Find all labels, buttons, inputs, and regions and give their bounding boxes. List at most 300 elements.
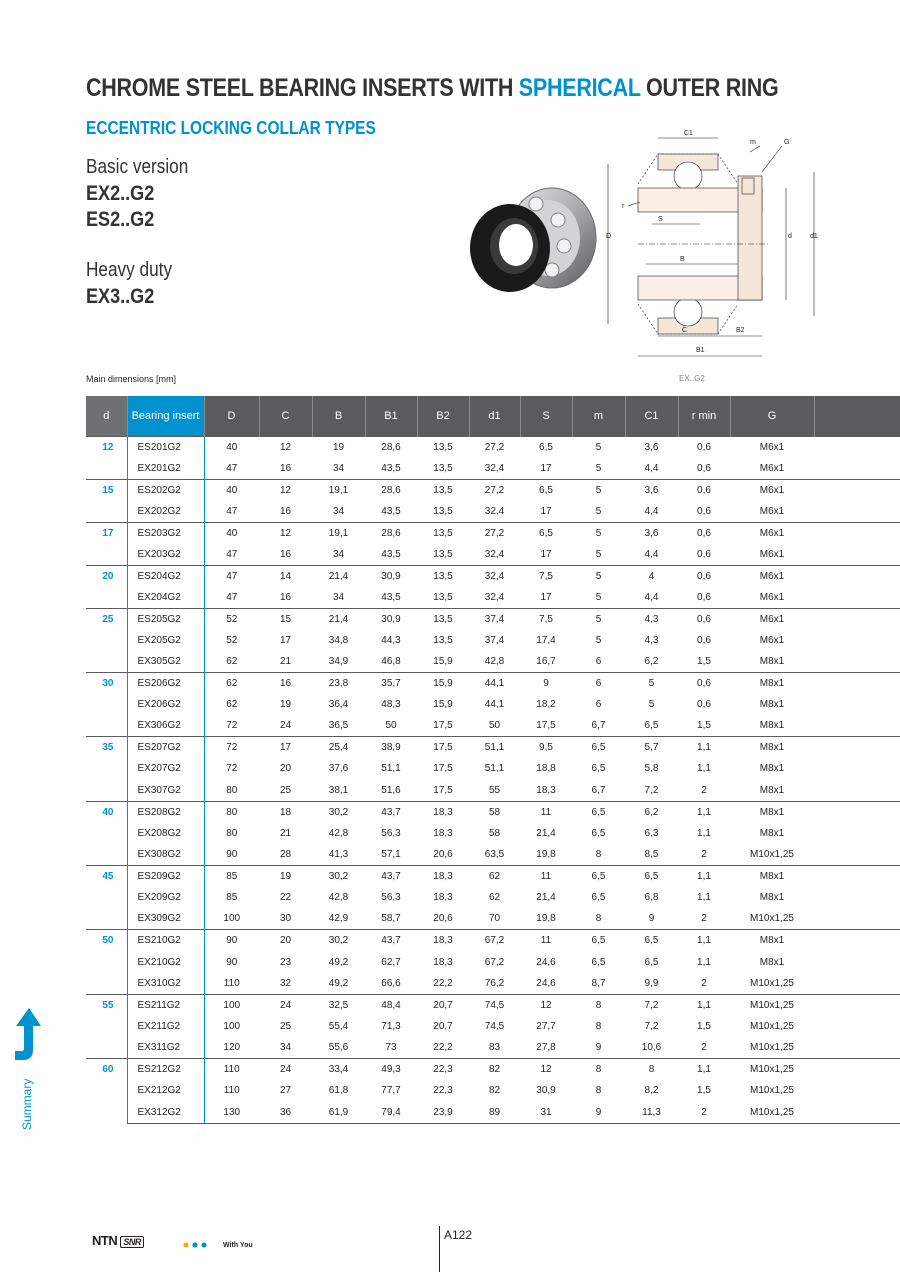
table-cell: 1,1: [678, 866, 730, 888]
table-cell: 30,2: [312, 866, 365, 888]
table-cell: M10x1,25: [750, 977, 794, 989]
table-row: [86, 1016, 900, 1037]
table-cell: 24,6: [536, 956, 556, 968]
table-cell: 20,6: [433, 913, 453, 925]
table-cell: 6,5: [572, 930, 625, 952]
table-cell: M10x1,25: [730, 1102, 814, 1124]
table-cell: 1,5: [697, 1021, 711, 1033]
table-cell: 30,9: [536, 1085, 556, 1097]
table-cell: M6x1: [730, 608, 814, 630]
table-cell: 22: [279, 892, 292, 904]
table-cell: 40: [204, 522, 259, 544]
bearing-insert-cell: EX305G2: [127, 651, 204, 673]
table-cell: 32,4: [469, 565, 520, 587]
table-cell: 0,6: [678, 672, 730, 694]
blank-cell: [814, 1016, 900, 1037]
bearing-section-diagram: [600, 124, 836, 368]
title-part2: OUTER RING: [640, 74, 779, 102]
table-cell: 11,3: [625, 1102, 678, 1124]
table-cell: 7,5: [520, 565, 572, 587]
table-cell: M6x1: [759, 462, 785, 474]
table-cell: 15,9: [433, 655, 453, 667]
table-cell: 40: [204, 436, 259, 458]
table-cell: M8x1: [759, 655, 785, 667]
blank-cell: [814, 801, 900, 823]
table-cell: 58,7: [381, 913, 401, 925]
table-cell: 110: [204, 1059, 259, 1081]
table-cell: 17: [540, 591, 552, 603]
table-cell: 47: [204, 544, 259, 566]
bore-diameter-cell: 15: [86, 479, 127, 522]
table-row: [86, 801, 900, 823]
table-row: [86, 866, 900, 888]
table-cell: 22,2: [433, 977, 453, 989]
table-cell: 18,3: [417, 866, 469, 888]
table-cell: M8x1: [759, 827, 785, 839]
blank-cell: [814, 780, 900, 802]
blank-cell: [814, 930, 900, 952]
table-cell: 18,2: [536, 699, 556, 711]
table-cell: 44,3: [381, 634, 401, 646]
table-cell: M10x1,25: [750, 913, 794, 925]
table-cell: 4,4: [644, 462, 659, 474]
table-cell: 20: [279, 763, 292, 775]
table-cell: 36: [259, 1102, 312, 1124]
bearing-insert-cell: EX208G2: [127, 823, 204, 844]
table-cell: 2: [701, 784, 707, 796]
table-cell: 16: [259, 672, 312, 694]
table-cell: 6,5: [625, 930, 678, 952]
table-cell: 4,3: [644, 634, 659, 646]
table-cell: 18,3: [536, 784, 556, 796]
bore-diameter-cell: 25: [86, 608, 127, 672]
table-cell: 34: [332, 462, 345, 474]
blank-cell: [814, 522, 900, 544]
table-cell: 49,2: [328, 977, 349, 989]
brand-dots-icon: [183, 1242, 207, 1248]
table-cell: 85: [204, 887, 259, 908]
table-cell: 27,2: [469, 479, 520, 501]
table-cell: 32,4: [484, 548, 505, 560]
blank-cell: [814, 436, 900, 458]
blank-cell: [814, 630, 900, 651]
table-cell: 18,3: [417, 801, 469, 823]
table-cell: 17: [259, 737, 312, 759]
table-cell: 6,5: [644, 720, 659, 732]
table-row: [86, 737, 900, 759]
table-cell: 19,1: [312, 479, 365, 501]
table-cell: 8: [595, 1021, 602, 1033]
table-cell: 6,5: [591, 956, 606, 968]
table-cell: M6x1: [759, 505, 785, 517]
table-cell: 74,5: [484, 1021, 505, 1033]
heavy-duty-label: Heavy duty: [86, 259, 173, 281]
table-cell: 51,6: [381, 784, 401, 796]
table-cell: 79,4: [365, 1102, 417, 1124]
table-cell: 11: [520, 866, 572, 888]
table-cell: 4: [625, 565, 678, 587]
table-cell: 62: [204, 651, 259, 673]
bearing-insert-cell: ES206G2: [127, 672, 204, 694]
bearing-insert-cell: EX206G2: [127, 694, 204, 715]
table-cell: 13,5: [417, 436, 469, 458]
table-row: [86, 1102, 900, 1124]
table-cell: 47: [204, 501, 259, 523]
table-cell: 0,6: [697, 462, 711, 474]
bore-diameter-cell: 35: [86, 737, 127, 801]
table-cell: 62: [488, 892, 501, 904]
table-cell: 8: [625, 1059, 678, 1081]
table-cell: 18,8: [536, 763, 556, 775]
table-cell: 43,5: [381, 462, 401, 474]
table-cell: M10x1,25: [750, 1021, 794, 1033]
table-cell: 36,5: [328, 720, 349, 732]
table-cell: 7,2: [625, 994, 678, 1016]
table-cell: 82: [469, 1059, 520, 1081]
svg-text:C1: C1: [684, 130, 693, 137]
table-cell: M6x1: [730, 522, 814, 544]
header-d: d: [86, 396, 127, 436]
table-cell: 13,5: [433, 591, 453, 603]
table-cell: 47: [204, 587, 259, 609]
table-cell: 70: [488, 913, 501, 925]
bore-diameter-cell: 12: [86, 436, 127, 479]
table-cell: 46,8: [381, 655, 401, 667]
table-cell: 120: [204, 1037, 259, 1059]
brand-tagline: With You: [223, 1242, 253, 1249]
table-cell: 47: [204, 565, 259, 587]
logo-snr: SNR: [120, 1236, 144, 1248]
table-cell: 18,3: [433, 827, 453, 839]
table-cell: 17,5: [433, 784, 453, 796]
table-cell: 47: [204, 458, 259, 480]
table-cell: 76,2: [484, 977, 505, 989]
table-cell: M8x1: [730, 930, 814, 952]
header-D: D: [204, 396, 259, 436]
blank-cell: [814, 758, 900, 779]
table-cell: 7,5: [520, 608, 572, 630]
table-cell: 19: [279, 699, 292, 711]
table-cell: M10x1,25: [750, 849, 794, 861]
table-row: [86, 780, 900, 802]
table-cell: 43,7: [365, 801, 417, 823]
table-cell: 34: [332, 505, 345, 517]
table-row: [86, 587, 900, 609]
table-cell: 5: [595, 591, 602, 603]
table-cell: 5: [648, 699, 655, 711]
table-cell: 11: [520, 930, 572, 952]
bearing-insert-cell: ES210G2: [127, 930, 204, 952]
table-cell: 42,8: [328, 827, 349, 839]
table-cell: 5: [572, 436, 625, 458]
svg-text:C: C: [682, 327, 688, 334]
table-cell: 16: [279, 505, 292, 517]
table-cell: 9: [648, 913, 655, 925]
bearing-insert-cell: EX207G2: [127, 758, 204, 779]
bearing-insert-cell: EX204G2: [127, 587, 204, 609]
table-cell: 19: [312, 436, 365, 458]
blank-cell: [814, 1102, 900, 1124]
table-cell: 80: [204, 801, 259, 823]
table-cell: 56,3: [381, 827, 401, 839]
table-cell: 62: [204, 694, 259, 715]
table-cell: 48,3: [381, 699, 401, 711]
table-cell: 55,6: [328, 1042, 349, 1054]
table-cell: 21: [279, 655, 292, 667]
table-cell: 80: [204, 780, 259, 802]
table-cell: 10,6: [641, 1042, 662, 1054]
title-highlight: SPHERICAL: [518, 74, 641, 102]
table-cell: 44,1: [484, 699, 505, 711]
table-cell: M10x1,25: [750, 1085, 794, 1097]
table-cell: 30: [279, 913, 292, 925]
table-cell: 42,8: [328, 892, 349, 904]
table-cell: 23,9: [417, 1102, 469, 1124]
table-cell: 77,7: [381, 1085, 401, 1097]
bearing-insert-cell: ES209G2: [127, 866, 204, 888]
bore-diameter-cell: 60: [86, 1059, 127, 1123]
blank-cell: [814, 866, 900, 888]
table-cell: 37,6: [328, 763, 349, 775]
table-row: [86, 1059, 900, 1081]
bore-diameter-cell: 30: [86, 672, 127, 736]
table-cell: 1,5: [697, 655, 711, 667]
table-row: [86, 844, 900, 866]
table-row: [86, 758, 900, 779]
table-cell: 42,8: [484, 655, 505, 667]
table-cell: 5: [572, 565, 625, 587]
table-cell: 55: [488, 784, 501, 796]
table-cell: 32,4: [484, 591, 505, 603]
table-cell: 6,7: [591, 784, 606, 796]
bearing-insert-cell: ES212G2: [127, 1059, 204, 1081]
table-cell: 89: [469, 1102, 520, 1124]
table-cell: 63,5: [484, 849, 505, 861]
table-cell: 34: [279, 1042, 292, 1054]
table-cell: M8x1: [730, 866, 814, 888]
table-cell: 0,6: [678, 522, 730, 544]
table-row: [86, 908, 900, 930]
table-cell: 66,6: [381, 977, 401, 989]
blank-cell: [814, 651, 900, 673]
table-cell: 25,4: [312, 737, 365, 759]
table-caption: Main dimensions [mm]: [86, 374, 177, 384]
table-cell: 1,1: [697, 956, 711, 968]
dimensions-table: [86, 396, 900, 1124]
table-row: [86, 479, 900, 501]
table-cell: 40: [204, 479, 259, 501]
table-cell: 0,6: [697, 634, 711, 646]
table-cell: 67,2: [469, 930, 520, 952]
table-cell: 9: [520, 672, 572, 694]
table-row: [86, 994, 900, 1016]
table-cell: 22,2: [433, 1042, 453, 1054]
table-cell: 13,5: [417, 522, 469, 544]
table-cell: M8x1: [759, 892, 785, 904]
table-row: [86, 522, 900, 544]
table-cell: 6,5: [520, 436, 572, 458]
table-cell: 0,6: [697, 591, 711, 603]
table-row: [86, 458, 900, 480]
svg-text:B: B: [680, 256, 685, 263]
table-cell: 20,7: [433, 1021, 453, 1033]
table-cell: 50: [385, 720, 397, 732]
table-cell: 28,6: [365, 522, 417, 544]
table-cell: 36,4: [328, 699, 349, 711]
blank-cell: [814, 823, 900, 844]
logo-ntn: NTN: [92, 1233, 118, 1248]
summary-link[interactable]: Summary: [20, 1078, 34, 1130]
table-cell: 12: [520, 1059, 572, 1081]
table-cell: 61,8: [328, 1085, 349, 1097]
table-cell: 9,5: [520, 737, 572, 759]
table-cell: 28,6: [365, 436, 417, 458]
table-header-row: [86, 396, 900, 436]
table-cell: 35,7: [365, 672, 417, 694]
page-number: A122: [444, 1228, 473, 1242]
table-cell: 6,2: [625, 801, 678, 823]
table-cell: 9: [595, 1042, 602, 1054]
table-cell: 8,7: [591, 977, 606, 989]
table-cell: 27,2: [469, 522, 520, 544]
table-row: [86, 672, 900, 694]
table-cell: 6,5: [625, 866, 678, 888]
table-cell: 8: [572, 994, 625, 1016]
table-cell: 20,6: [433, 849, 453, 861]
table-cell: 0,6: [678, 565, 730, 587]
blank-cell: [814, 1059, 900, 1081]
table-cell: 6,7: [591, 720, 606, 732]
table-cell: 9,9: [644, 977, 659, 989]
table-cell: 43,5: [381, 548, 401, 560]
table-cell: 5,7: [625, 737, 678, 759]
table-cell: 3,6: [625, 522, 678, 544]
header-S: S: [520, 396, 572, 436]
table-cell: 18,3: [433, 892, 453, 904]
table-cell: M8x1: [759, 784, 785, 796]
table-cell: 5: [595, 462, 602, 474]
table-cell: 19,8: [536, 913, 556, 925]
table-cell: 5: [595, 548, 602, 560]
blank-cell: [814, 672, 900, 694]
table-cell: M10x1,25: [730, 994, 814, 1016]
table-row: [86, 951, 900, 972]
table-cell: 4,4: [644, 591, 659, 603]
blank-cell: [814, 694, 900, 715]
table-row: [86, 1037, 900, 1059]
table-cell: 2: [701, 849, 707, 861]
table-cell: 16: [279, 591, 292, 603]
table-row: [86, 608, 900, 630]
table-cell: 1,5: [697, 1085, 711, 1097]
bearing-insert-cell: EX210G2: [127, 951, 204, 972]
table-cell: 1,1: [678, 737, 730, 759]
table-cell: 27,2: [469, 436, 520, 458]
table-cell: 1,1: [678, 930, 730, 952]
bearing-insert-cell: ES202G2: [127, 479, 204, 501]
blank-cell: [814, 951, 900, 972]
table-cell: 5: [572, 522, 625, 544]
basic-version-label: Basic version: [86, 156, 189, 178]
table-cell: 28,6: [365, 479, 417, 501]
table-cell: 30,9: [365, 565, 417, 587]
table-cell: 2: [701, 913, 707, 925]
table-cell: 27,8: [536, 1042, 556, 1054]
table-cell: 30,2: [312, 930, 365, 952]
table-cell: 12: [259, 479, 312, 501]
table-cell: 56,3: [381, 892, 401, 904]
table-cell: 51,1: [469, 737, 520, 759]
table-cell: 43,7: [365, 930, 417, 952]
table-cell: 6,2: [644, 655, 659, 667]
table-cell: 27: [279, 1085, 292, 1097]
summary-arrow-icon[interactable]: [12, 1006, 42, 1062]
table-cell: 42,9: [328, 913, 349, 925]
table-cell: 6,5: [644, 956, 659, 968]
table-cell: 19,8: [536, 849, 556, 861]
table-cell: 13,5: [417, 565, 469, 587]
bearing-insert-cell: EX201G2: [127, 458, 204, 480]
table-cell: 21,4: [312, 565, 365, 587]
table-cell: 62: [469, 866, 520, 888]
table-cell: 1,1: [697, 892, 711, 904]
svg-text:r: r: [622, 203, 625, 210]
table-row: [86, 823, 900, 844]
bore-diameter-cell: 17: [86, 522, 127, 565]
header-r-min: r min: [678, 396, 730, 436]
table-cell: 82: [488, 1085, 501, 1097]
table-cell: 25: [279, 1021, 292, 1033]
table-cell: 18,3: [433, 956, 453, 968]
table-cell: 17,5: [433, 763, 453, 775]
table-row: [86, 630, 900, 651]
blank-cell: [814, 973, 900, 995]
table-cell: 6,5: [572, 801, 625, 823]
table-cell: M6x1: [730, 436, 814, 458]
table-cell: 2: [678, 1102, 730, 1124]
table-cell: 17,5: [417, 737, 469, 759]
bearing-insert-cell: EX211G2: [127, 1016, 204, 1037]
table-cell: M6x1: [759, 591, 785, 603]
table-row: [86, 715, 900, 737]
table-cell: 58: [488, 827, 501, 839]
table-cell: 5: [625, 672, 678, 694]
table-cell: 61,9: [312, 1102, 365, 1124]
table-cell: M8x1: [759, 699, 785, 711]
table-cell: 6,5: [591, 763, 606, 775]
table-cell: 15,9: [433, 699, 453, 711]
blank-cell: [814, 715, 900, 737]
header-C: C: [259, 396, 312, 436]
table-cell: 17: [540, 548, 552, 560]
bore-diameter-cell: 45: [86, 866, 127, 930]
table-cell: 110: [204, 973, 259, 995]
table-cell: 22,3: [417, 1059, 469, 1081]
table-cell: M6x1: [759, 548, 785, 560]
table-cell: 34,9: [328, 655, 349, 667]
bore-diameter-cell: 20: [86, 565, 127, 608]
blank-cell: [814, 844, 900, 866]
table-cell: 0,6: [678, 608, 730, 630]
table-cell: 49,2: [328, 956, 349, 968]
bore-diameter-cell: 40: [86, 801, 127, 865]
table-cell: 5: [572, 608, 625, 630]
table-cell: 71,3: [381, 1021, 401, 1033]
table-cell: 0,6: [678, 436, 730, 458]
table-cell: 32,4: [484, 462, 505, 474]
table-cell: 8: [595, 913, 602, 925]
header-B1: B1: [365, 396, 417, 436]
